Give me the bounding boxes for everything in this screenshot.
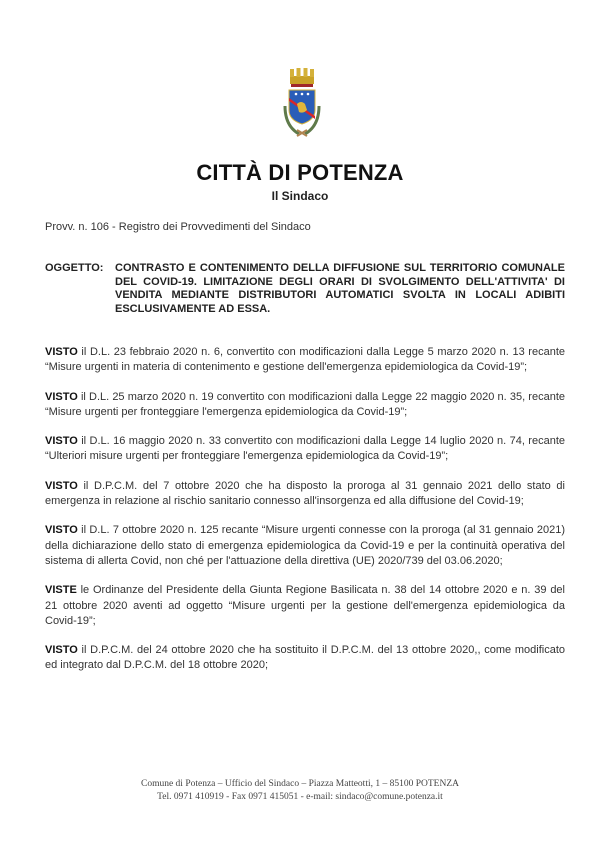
paragraph-visto-7 xyxy=(45,643,565,674)
paragraph-lead: VISTO xyxy=(45,435,78,448)
paragraph-text: il D.P.C.M. del 7 ottobre 2020 che ha disposto la proroga al 31 gennaio 2021 dello stato di emergenza in relazione al rischio sanitario connesso all'insorgenza ed alla diffusione del Covid-19; xyxy=(45,479,565,508)
paragraph-visto-1 xyxy=(45,345,565,376)
oggetto-text: CONTRASTO E CONTENIMENTO DELLA DIFFUSIONE SUL TERRITORIO COMUNALE DEL COVID-19. LIMITAZIONE DEGLI ORARI DI SVOLGIMENTO DELL'ATTIVITA' DI VENDITA MEDIANTE DISTRIBUTORI AUTOMATICI SVOLTA IN LOCALI ADIBITI ESCLUSIVAMENTE AD ESSA. xyxy=(115,262,565,315)
footer-address: Comune di Potenza – Ufficio del Sindaco – Piazza Matteotti, 1 – 85100 POTENZA xyxy=(140,779,460,789)
paragraph-text: le Ordinanze del Presidente della Giunta Regione Basilicata n. 38 del 14 ottobre 2020 e n. 39 del 21 ottobre 2020 aventi ad oggetto “Misure urgenti per la gestione dell'emergenza epidemiologica da Covid-19”; xyxy=(45,584,565,627)
city-coat-of-arms-icon xyxy=(277,66,327,146)
paragraph-text: il D.L. 7 ottobre 2020 n. 125 recante “Misure urgenti connesse con la proroga (al 31 gennaio 2021) della dichiarazione dello stato di emergenza epidemiologica da Covid-19 e per la continuità operativa del sistema di allerta Covid, non ché per l'attuazione della direttiva (UE) 2020/739 del 03.06.2020; xyxy=(45,524,565,567)
paragraph-lead: VISTE xyxy=(45,584,77,597)
paragraph-visto-3 xyxy=(45,434,565,465)
paragraph-lead: VISTO xyxy=(45,644,78,657)
paragraph-lead: VISTO xyxy=(45,346,78,358)
provvedimento-number: Provv. n. 106 - Registro dei Provvedimenti del Sindaco xyxy=(45,221,311,233)
oggetto-section xyxy=(45,262,565,316)
paragraph-lead: VISTO xyxy=(45,390,78,403)
document-body xyxy=(45,345,565,688)
page-subtitle: Il Sindaco xyxy=(271,189,329,203)
paragraph-text: il D.L. 25 marzo 2020 n. 19 convertito con modificazioni dalla Legge 22 maggio 2020 n. 35, recante “Misure urgenti per fronteggiare l'emergenza epidemiologica da Covid-19”; xyxy=(45,390,565,418)
paragraph-viste-6 xyxy=(45,583,565,629)
oggetto-label: OGGETTO: xyxy=(45,262,104,274)
paragraph-visto-2 xyxy=(45,390,565,421)
paragraph-lead: VISTO xyxy=(45,524,78,537)
paragraph-visto-4 xyxy=(45,479,565,510)
paragraph-text: il D.L. 16 maggio 2020 n. 33 convertito con modificazioni dalla Legge 14 luglio 2020 n. 74, recante “Ulteriori misure urgenti per fronteggiare l'emergenza epidemiologica da Covid-19”; xyxy=(45,435,565,463)
paragraph-text: il D.P.C.M. del 24 ottobre 2020 che ha sostituito il D.P.C.M. del 13 ottobre 2020,, come modificato ed integrato dal D.P.C.M. del 18 ottobre 2020; xyxy=(45,644,565,672)
footer-contacts: Tel. 0971 410919 - Fax 0971 415051 - e-mail: sindaco@comune.potenza.it xyxy=(157,792,443,802)
page-title: CITTÀ DI POTENZA xyxy=(196,160,404,185)
paragraph-lead: VISTO xyxy=(45,479,78,492)
paragraph-visto-5 xyxy=(45,523,565,569)
page-footer xyxy=(0,778,600,804)
paragraph-text: il D.L. 23 febbraio 2020 n. 6, convertito con modificazioni dalla Legge 5 marzo 2020 n. 13 recante “Misure urgenti in materia di contenimento e gestione dell'emergenza epidemiologica da Covid-19”; xyxy=(45,346,565,374)
